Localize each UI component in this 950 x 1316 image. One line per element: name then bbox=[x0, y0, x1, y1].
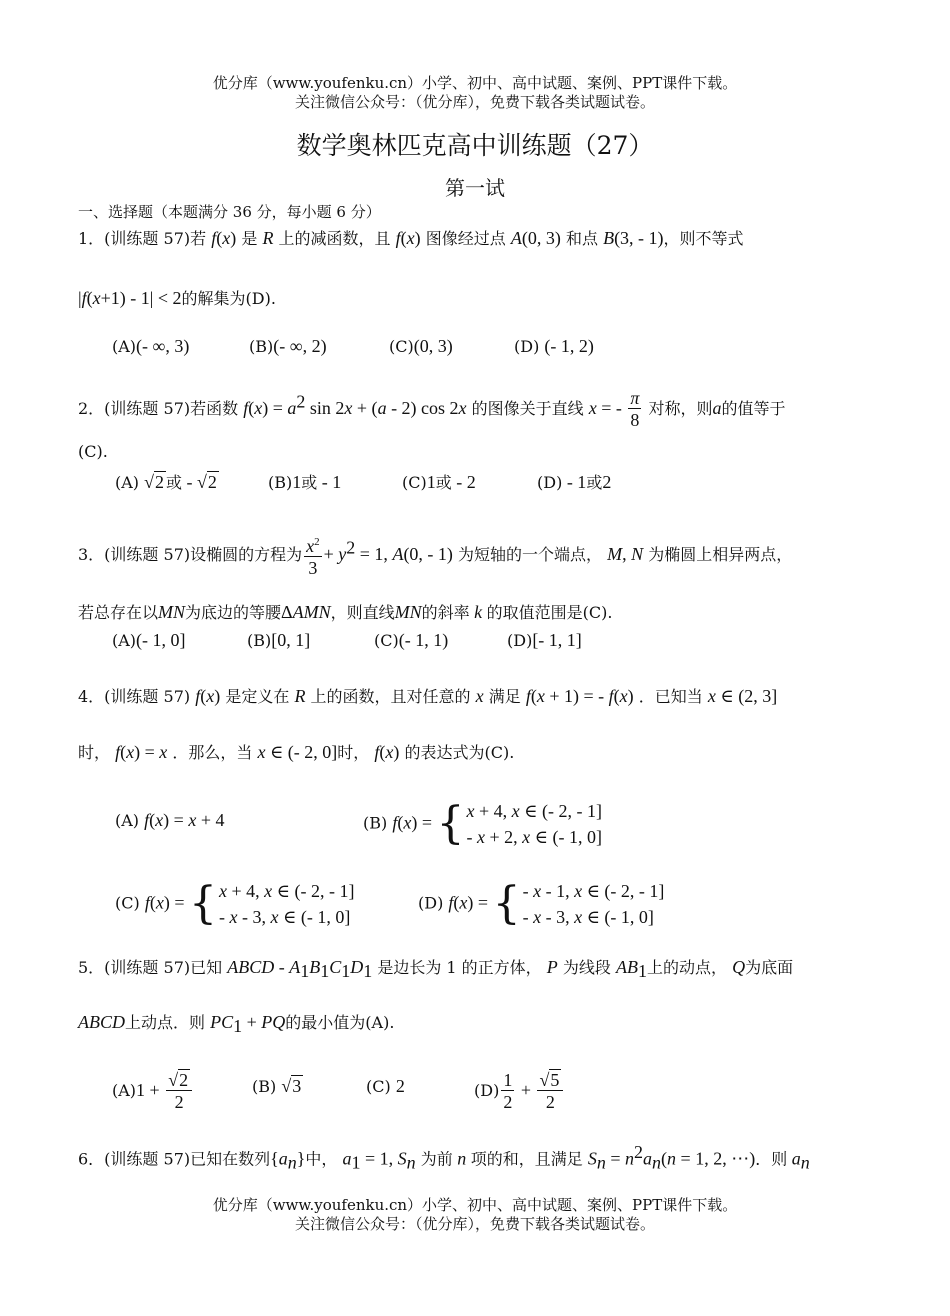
question-5-line-2: ABCD上动点．则 $PC_1$ + PQ的最小值为(A). bbox=[78, 1012, 395, 1037]
footer-line-1: 优分库（www.youfenku.cn）小学、初中、高中试题、案例、PPT课件下载。 bbox=[212, 1196, 738, 1214]
question-2-option-a: (A) √2 或 - √2 bbox=[115, 472, 217, 492]
question-3-option-a: (A)(- 1, 0] bbox=[112, 630, 186, 650]
question-5-line-1: 5．(训练题 57)已知 ABCD - $A_1B_1C_1D_1$ 是边长为 1 的正方体， P 为线段 $AB_1$上的动点， Q为底面 bbox=[78, 957, 794, 982]
question-3-line-2: 若总存在以MN为底边的等腰ΔAMN，则直线MN的斜率 k 的取值范围是(C). bbox=[78, 602, 613, 622]
question-4-option-c: (C) f(x) = { x + 4, x ∈ (- 2, - 1] - x - 3, x ∈ (- 1, 0] bbox=[115, 878, 355, 929]
question-2-line-1: 2．(训练题 57)若函数 $f(x) = a^2$ sin 2x + (a - 2) cos 2x 的图像关于直线 x = - $\frac{\pi}{8}$ 对称，则a的值等于 bbox=[78, 388, 786, 430]
section-heading: 一、选择题（本题满分 36 分，每小题 6 分） bbox=[78, 203, 381, 221]
question-2-option-c: (C)1或 - 2 bbox=[402, 472, 476, 492]
header-line-1: 优分库（www.youfenku.cn）小学、初中、高中试题、案例、PPT课件下载。 bbox=[212, 74, 738, 92]
question-1-option-b: (B)(- ∞, 2) bbox=[249, 336, 327, 356]
question-5-option-d: (D) $\frac{1}{2}$ + $\frac{√5}{2}$ bbox=[474, 1070, 565, 1113]
question-5-option-c: (C) 2 bbox=[366, 1076, 405, 1096]
question-3-line-1: 3．(训练题 57)设椭圆的方程为 $\frac{x^2}{3}$ + $y^2 = 1$, A(0, - 1) 为短轴的一个端点， M, N 为椭圆上相异两点， bbox=[78, 532, 792, 579]
question-1-line-1: 1．(训练题 57)若 f(x) 是 R 上的减函数，且 f(x) 图像经过点 A(0, 3) 和点 B(3, - 1)，则不等式 bbox=[78, 228, 744, 248]
question-5-option-b: (B) √3 bbox=[252, 1076, 302, 1096]
page-subtitle: 第一试 bbox=[445, 176, 505, 200]
question-2-line-2: (C). bbox=[78, 442, 108, 461]
header-line-2: 关注微信公众号：（优分库），免费下载各类试题试卷。 bbox=[294, 93, 655, 111]
question-1-option-d: (D) (- 1, 2) bbox=[514, 336, 594, 356]
question-2-option-b: (B)1或 - 1 bbox=[268, 472, 342, 492]
page-title: 数学奥林匹克高中训练题（27） bbox=[296, 131, 654, 160]
question-5-option-a: (A)1 + $\frac{√2}{2}$ bbox=[112, 1070, 194, 1113]
question-4-option-d: (D) f(x) = { - x - 1, x ∈ (- 2, - 1] - x - 3, x ∈ (- 1, 0] bbox=[418, 878, 665, 929]
footer-line-2: 关注微信公众号：（优分库），免费下载各类试题试卷。 bbox=[294, 1215, 655, 1233]
question-4-line-1: 4．(训练题 57) f(x) 是定义在 R 上的函数，且对任意的 x 满足 f(x + 1) = - f(x) ．已知当 x ∈ (2, 3] bbox=[78, 686, 778, 706]
question-3-option-b: (B)[0, 1] bbox=[247, 630, 311, 650]
question-3-option-c: (C)(- 1, 1) bbox=[374, 630, 449, 650]
question-4-option-b: (B) f(x) = { x + 4, x ∈ (- 2, - 1] - x + 2, x ∈ (- 1, 0] bbox=[363, 798, 602, 849]
question-2-option-d: (D) - 1或2 bbox=[537, 472, 612, 492]
question-6-line-1: 6．(训练题 57)已知在数列$\{a_n\}$中， $a_1 = 1$, $S_n$ 为前 n 项的和，且满足 $S_n = n^2a_n(n = 1$, 2, ⋯)．则 $a_n$ bbox=[78, 1142, 810, 1173]
question-1-option-c: (C)(0, 3) bbox=[389, 336, 453, 356]
question-1-option-a: (A)(- ∞, 3) bbox=[112, 336, 190, 356]
question-4-option-a: (A) f(x) = x + 4 bbox=[115, 810, 225, 830]
question-4-line-2: 时， f(x) = x ．那么，当 x ∈ (- 2, 0]时， f(x) 的表达式为(C). bbox=[78, 742, 515, 762]
question-1-line-2: |f(x+1) - 1| < 2的解集为(D). bbox=[78, 288, 276, 308]
question-3-option-d: (D)[- 1, 1] bbox=[507, 630, 582, 650]
